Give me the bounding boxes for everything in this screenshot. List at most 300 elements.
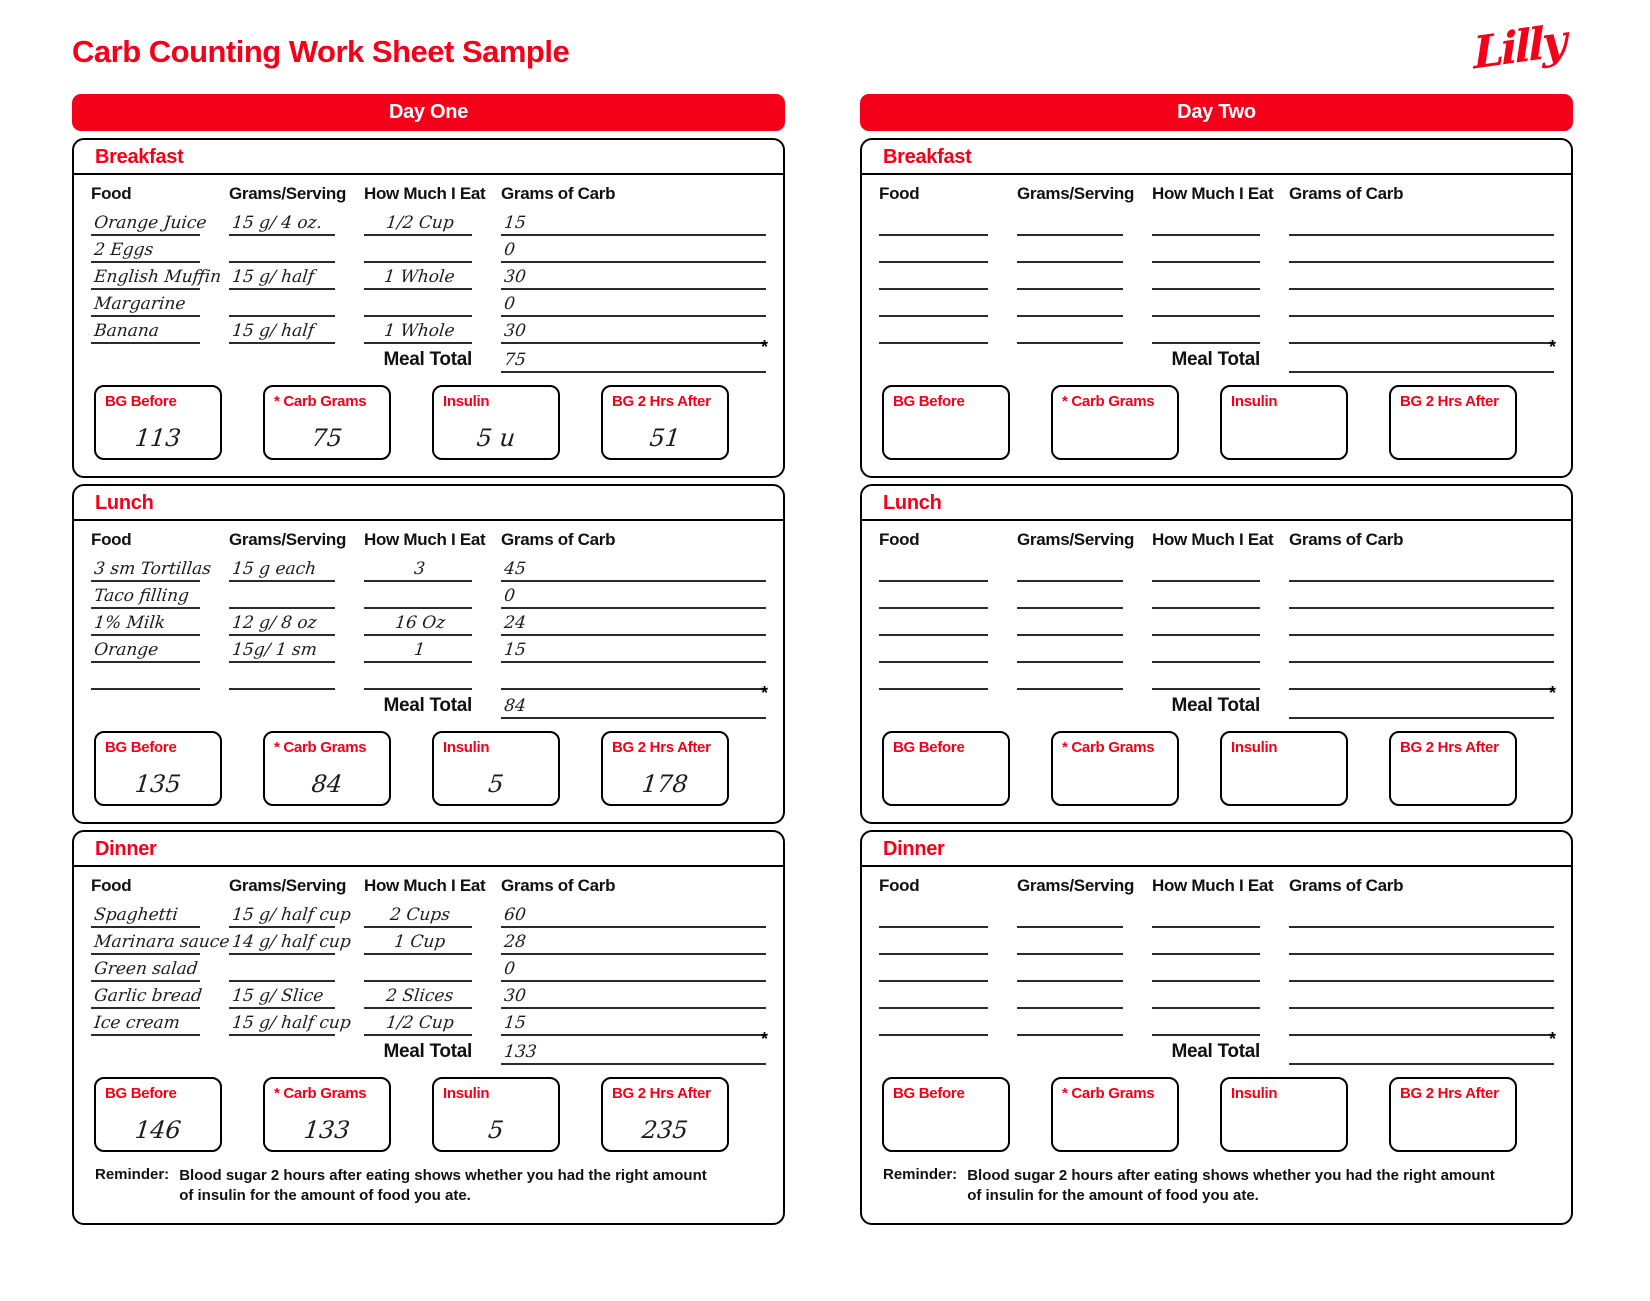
insulin-box	[432, 385, 560, 460]
meal-total-row	[862, 1029, 1571, 1065]
food-rows	[74, 555, 783, 690]
food-row	[74, 317, 783, 344]
insulin-label: Insulin	[443, 1085, 490, 1102]
column-headers	[74, 876, 783, 896]
food-row	[862, 609, 1571, 636]
meal-total-label: Meal Total	[1171, 695, 1260, 716]
food-cell	[879, 582, 988, 609]
meal-panel-breakfast	[72, 138, 785, 478]
grams-serving-cell	[1017, 317, 1123, 344]
how-much-cell	[1152, 955, 1260, 982]
insulin-box	[432, 1077, 560, 1152]
grams-serving-cell	[1017, 1009, 1123, 1036]
meal-total-row	[74, 683, 783, 719]
bg-before-value: 146	[133, 1116, 183, 1144]
food-rows	[74, 209, 783, 344]
food-row	[862, 555, 1571, 582]
food-cell	[879, 236, 988, 263]
food-cell	[879, 609, 988, 636]
footnote-asterisk: *	[1548, 683, 1556, 703]
meal-title-row	[862, 140, 1571, 175]
food-cell	[879, 555, 988, 582]
grams-of-carb-cell	[1289, 209, 1554, 236]
food-cell	[879, 901, 988, 928]
footnote-asterisk: *	[760, 337, 768, 357]
food-cell	[879, 263, 988, 290]
food-cell: 2 Eggs	[91, 236, 200, 263]
food-cell	[879, 1009, 988, 1036]
meal-panel-lunch	[860, 484, 1573, 824]
grams-of-carb-cell	[1289, 663, 1554, 690]
food-rows	[74, 901, 783, 1036]
grams-serving-cell	[1017, 901, 1123, 928]
food-row	[74, 209, 783, 236]
meal-panel-dinner	[860, 830, 1573, 1225]
grams-serving-cell	[1017, 982, 1123, 1009]
grams-serving-cell: 15 g/ Slice	[229, 982, 335, 1009]
grams-of-carb-cell	[1289, 955, 1554, 982]
column-headers	[74, 530, 783, 550]
reminder-label: Reminder:	[95, 1166, 170, 1183]
bg-boxes	[74, 731, 783, 806]
grams-serving-cell: 15 g/ half cup	[229, 901, 335, 928]
bg-2hrs-after-box	[601, 1077, 729, 1152]
footnote-asterisk: *	[1548, 337, 1556, 357]
meal-total-line	[1289, 337, 1556, 373]
bg-boxes	[74, 385, 783, 460]
how-much-cell	[1152, 1009, 1260, 1036]
grams-serving-cell	[229, 955, 335, 982]
food-cell	[91, 663, 200, 690]
carb-grams-label: * Carb Grams	[274, 739, 367, 756]
food-row	[862, 582, 1571, 609]
footnote-asterisk: *	[760, 1029, 768, 1049]
food-cell	[879, 290, 988, 317]
grams-serving-cell	[229, 582, 335, 609]
bg-before-label: BG Before	[105, 393, 177, 410]
grams-of-carb-cell: 60	[501, 901, 766, 928]
food-cell: Taco filling	[91, 582, 200, 609]
reminder-text: Blood sugar 2 hours after eating shows whether you had the right amount of insulin for the amount of food you ate.	[179, 1167, 707, 1205]
day-header-bar	[860, 94, 1573, 131]
carb-grams-box	[1051, 385, 1179, 460]
carb-grams-label: * Carb Grams	[1062, 1085, 1155, 1102]
footnote-asterisk: *	[760, 683, 768, 703]
column-header-grams-of-carb: Grams of Carb	[501, 184, 616, 203]
meal-title: Dinner	[883, 838, 945, 860]
how-much-cell: 1/2 Cup	[364, 1009, 472, 1036]
bg-before-value: 135	[133, 770, 183, 798]
bg-2hrs-after-box	[1389, 1077, 1517, 1152]
grams-serving-cell: 15 g each	[229, 555, 335, 582]
how-much-cell	[1152, 290, 1260, 317]
insulin-box	[1220, 1077, 1348, 1152]
how-much-cell	[1152, 982, 1260, 1009]
column-header-how-much-i-eat: How Much I Eat	[364, 184, 486, 203]
insulin-box	[1220, 385, 1348, 460]
bg-before-box	[882, 385, 1010, 460]
meal-list	[72, 138, 785, 1225]
food-row	[74, 663, 783, 690]
grams-serving-cell: 15 g/ 4 oz.	[229, 209, 335, 236]
how-much-cell	[1152, 609, 1260, 636]
food-row	[74, 582, 783, 609]
how-much-cell	[1152, 209, 1260, 236]
how-much-cell	[1152, 582, 1260, 609]
how-much-cell: 3	[364, 555, 472, 582]
grams-of-carb-cell	[1289, 901, 1554, 928]
meal-total-row	[74, 1029, 783, 1065]
grams-serving-cell	[1017, 555, 1123, 582]
bg-before-box	[94, 731, 222, 806]
food-cell: Green salad	[91, 955, 200, 982]
meal-total-label: Meal Total	[383, 695, 472, 716]
bg-before-box	[94, 1077, 222, 1152]
insulin-label: Insulin	[443, 393, 490, 410]
lilly-logo: Lilly	[1472, 15, 1566, 80]
how-much-cell: 1 Whole	[364, 317, 472, 344]
carb-grams-box	[1051, 731, 1179, 806]
bg-2hrs-after-box	[1389, 731, 1517, 806]
carb-grams-value: 133	[302, 1116, 352, 1144]
meal-title-row	[862, 832, 1571, 867]
column-header-how-much-i-eat: How Much I Eat	[1152, 184, 1274, 203]
page-header	[72, 15, 1573, 88]
column-header-grams-of-carb: Grams of Carb	[1289, 876, 1404, 895]
meal-total-row	[862, 683, 1571, 719]
grams-serving-cell: 12 g/ 8 oz	[229, 609, 335, 636]
grams-of-carb-cell	[1289, 555, 1554, 582]
how-much-cell	[364, 290, 472, 317]
meal-total-value: 84	[503, 696, 527, 716]
how-much-cell: 1/2 Cup	[364, 209, 472, 236]
grams-of-carb-cell: 30	[501, 317, 766, 344]
bg-boxes	[862, 385, 1571, 460]
column-header-grams-serving: Grams/Serving	[229, 184, 347, 203]
grams-serving-cell	[1017, 609, 1123, 636]
grams-serving-cell	[1017, 236, 1123, 263]
food-row	[74, 636, 783, 663]
insulin-label: Insulin	[1231, 739, 1278, 756]
bg-before-label: BG Before	[893, 1085, 965, 1102]
how-much-cell: 1 Whole	[364, 263, 472, 290]
bg-2hrs-after-label: BG 2 Hrs After	[612, 1085, 711, 1102]
meal-total-label: Meal Total	[383, 349, 472, 370]
carb-grams-label: * Carb Grams	[274, 393, 367, 410]
bg-2hrs-after-box	[601, 731, 729, 806]
column-header-food: Food	[879, 184, 920, 203]
day-title: Day One	[388, 101, 469, 123]
meal-panel-lunch	[72, 484, 785, 824]
column-header-grams-serving: Grams/Serving	[229, 530, 347, 549]
insulin-label: Insulin	[1231, 1085, 1278, 1102]
food-row	[862, 982, 1571, 1009]
meal-total-line	[501, 1029, 768, 1065]
food-cell: Spaghetti	[91, 901, 200, 928]
bg-2hrs-after-value: 178	[640, 770, 690, 798]
how-much-cell	[364, 236, 472, 263]
carb-grams-box	[263, 731, 391, 806]
meal-total-line	[1289, 683, 1556, 719]
bg-boxes	[862, 1077, 1571, 1152]
meal-body	[862, 184, 1571, 476]
meal-total-value: 75	[503, 350, 527, 370]
bg-before-value: 113	[133, 424, 183, 452]
food-row	[74, 955, 783, 982]
grams-serving-cell: 15 g/ half cup	[229, 1009, 335, 1036]
grams-of-carb-cell	[1289, 582, 1554, 609]
grams-of-carb-cell	[501, 663, 766, 690]
meal-title: Dinner	[95, 838, 157, 860]
grams-of-carb-cell	[1289, 290, 1554, 317]
food-row	[74, 555, 783, 582]
meal-total-line	[501, 337, 768, 373]
day-column-day-two	[860, 94, 1573, 1231]
meal-body	[74, 184, 783, 476]
grams-serving-cell	[1017, 263, 1123, 290]
food-row	[862, 1009, 1571, 1036]
meal-list	[860, 138, 1573, 1225]
bg-2hrs-after-box	[1389, 385, 1517, 460]
meal-body	[862, 530, 1571, 822]
food-row	[862, 663, 1571, 690]
meal-title: Breakfast	[883, 146, 972, 168]
how-much-cell: 2 Cups	[364, 901, 472, 928]
bg-before-label: BG Before	[105, 739, 177, 756]
food-rows	[862, 901, 1571, 1036]
column-header-how-much-i-eat: How Much I Eat	[364, 530, 486, 549]
how-much-cell: 1 Cup	[364, 928, 472, 955]
bg-boxes	[74, 1077, 783, 1152]
bg-2hrs-after-label: BG 2 Hrs After	[612, 393, 711, 410]
how-much-cell: 2 Slices	[364, 982, 472, 1009]
reminder-note	[74, 1152, 783, 1207]
bg-2hrs-after-value: 235	[640, 1116, 690, 1144]
meal-panel-dinner	[72, 830, 785, 1225]
bg-before-label: BG Before	[893, 393, 965, 410]
food-cell: Garlic bread	[91, 982, 200, 1009]
how-much-cell: 16 Oz	[364, 609, 472, 636]
column-header-how-much-i-eat: How Much I Eat	[364, 876, 486, 895]
bg-2hrs-after-value: 51	[648, 424, 682, 452]
bg-2hrs-after-label: BG 2 Hrs After	[1400, 1085, 1499, 1102]
grams-of-carb-cell: 45	[501, 555, 766, 582]
grams-serving-cell: 15 g/ half	[229, 317, 335, 344]
how-much-cell	[1152, 636, 1260, 663]
meal-total-line	[501, 683, 768, 719]
column-header-how-much-i-eat: How Much I Eat	[1152, 876, 1274, 895]
food-cell: Marinara sauce	[91, 928, 200, 955]
meal-body	[862, 876, 1571, 1223]
bg-before-box	[94, 385, 222, 460]
grams-serving-cell	[1017, 636, 1123, 663]
insulin-label: Insulin	[443, 739, 490, 756]
food-row	[862, 263, 1571, 290]
reminder-label: Reminder:	[883, 1166, 958, 1183]
column-header-grams-of-carb: Grams of Carb	[1289, 530, 1404, 549]
bg-before-label: BG Before	[893, 739, 965, 756]
food-row	[862, 928, 1571, 955]
insulin-value: 5	[486, 1116, 506, 1144]
grams-of-carb-cell	[1289, 236, 1554, 263]
how-much-cell	[1152, 555, 1260, 582]
food-cell	[879, 955, 988, 982]
food-cell: 3 sm Tortillas	[91, 555, 200, 582]
grams-serving-cell: 15g/ 1 sm	[229, 636, 335, 663]
insulin-box	[432, 731, 560, 806]
carb-grams-box	[1051, 1077, 1179, 1152]
grams-of-carb-cell: 30	[501, 982, 766, 1009]
carb-grams-label: * Carb Grams	[1062, 393, 1155, 410]
food-cell: 1% Milk	[91, 609, 200, 636]
grams-of-carb-cell	[1289, 982, 1554, 1009]
grams-of-carb-cell: 0	[501, 955, 766, 982]
food-cell	[879, 317, 988, 344]
how-much-cell	[364, 582, 472, 609]
grams-of-carb-cell: 15	[501, 1009, 766, 1036]
how-much-cell	[1152, 928, 1260, 955]
grams-of-carb-cell	[1289, 1009, 1554, 1036]
carb-grams-box	[263, 1077, 391, 1152]
column-headers	[862, 184, 1571, 204]
food-row	[862, 290, 1571, 317]
meal-title: Lunch	[95, 492, 154, 514]
grams-serving-cell	[229, 236, 335, 263]
column-header-grams-of-carb: Grams of Carb	[1289, 184, 1404, 203]
meal-total-label: Meal Total	[1171, 1041, 1260, 1062]
column-header-food: Food	[91, 184, 132, 203]
meal-title: Lunch	[883, 492, 942, 514]
food-cell	[879, 982, 988, 1009]
grams-of-carb-cell	[1289, 928, 1554, 955]
meal-total-label: Meal Total	[1171, 349, 1260, 370]
column-header-grams-of-carb: Grams of Carb	[501, 876, 616, 895]
bg-before-box	[882, 1077, 1010, 1152]
meal-title: Breakfast	[95, 146, 184, 168]
food-row	[862, 317, 1571, 344]
worksheet-page	[0, 15, 1650, 1301]
page-title: Carb Counting Work Sheet Sample	[72, 34, 570, 69]
food-cell: Orange Juice	[91, 209, 200, 236]
meal-total-value: 133	[503, 1042, 538, 1062]
grams-of-carb-cell: 24	[501, 609, 766, 636]
carb-grams-label: * Carb Grams	[274, 1085, 367, 1102]
grams-serving-cell	[1017, 290, 1123, 317]
column-header-food: Food	[91, 530, 132, 549]
food-row	[862, 955, 1571, 982]
food-cell	[879, 663, 988, 690]
grams-of-carb-cell	[1289, 263, 1554, 290]
grams-of-carb-cell: 28	[501, 928, 766, 955]
food-cell	[879, 636, 988, 663]
column-header-food: Food	[879, 876, 920, 895]
meal-title-row	[862, 486, 1571, 521]
bg-boxes	[862, 731, 1571, 806]
how-much-cell	[1152, 663, 1260, 690]
column-header-grams-serving: Grams/Serving	[1017, 876, 1135, 895]
meal-body	[74, 530, 783, 822]
how-much-cell	[1152, 236, 1260, 263]
grams-of-carb-cell	[1289, 609, 1554, 636]
insulin-value: 5	[486, 770, 506, 798]
column-header-grams-serving: Grams/Serving	[1017, 530, 1135, 549]
how-much-cell	[364, 955, 472, 982]
column-headers	[74, 184, 783, 204]
grams-serving-cell	[1017, 209, 1123, 236]
meal-total-label: Meal Total	[383, 1041, 472, 1062]
food-row	[862, 236, 1571, 263]
food-cell: Ice cream	[91, 1009, 200, 1036]
food-row	[74, 928, 783, 955]
food-row	[862, 901, 1571, 928]
grams-of-carb-cell	[1289, 636, 1554, 663]
carb-grams-box	[263, 385, 391, 460]
grams-of-carb-cell: 15	[501, 636, 766, 663]
reminder-text: Blood sugar 2 hours after eating shows whether you had the right amount of insulin for the amount of food you ate.	[967, 1167, 1495, 1205]
bg-before-label: BG Before	[105, 1085, 177, 1102]
grams-serving-cell	[1017, 582, 1123, 609]
reminder-note	[862, 1152, 1571, 1207]
grams-serving-cell	[229, 290, 335, 317]
how-much-cell	[364, 663, 472, 690]
grams-serving-cell	[229, 663, 335, 690]
column-headers	[862, 876, 1571, 896]
bg-2hrs-after-label: BG 2 Hrs After	[1400, 739, 1499, 756]
food-row	[74, 901, 783, 928]
column-header-food: Food	[879, 530, 920, 549]
food-cell: Banana	[91, 317, 200, 344]
how-much-cell	[1152, 901, 1260, 928]
meal-total-row	[862, 337, 1571, 373]
bg-2hrs-after-box	[601, 385, 729, 460]
carb-grams-value: 84	[310, 770, 344, 798]
column-header-how-much-i-eat: How Much I Eat	[1152, 530, 1274, 549]
grams-of-carb-cell: 15	[501, 209, 766, 236]
carb-grams-label: * Carb Grams	[1062, 739, 1155, 756]
meal-total-line	[1289, 1029, 1556, 1065]
day-header-bar	[72, 94, 785, 131]
bg-2hrs-after-label: BG 2 Hrs After	[612, 739, 711, 756]
grams-of-carb-cell: 0	[501, 290, 766, 317]
day-columns	[72, 94, 1650, 1231]
food-rows	[862, 555, 1571, 690]
column-header-grams-serving: Grams/Serving	[229, 876, 347, 895]
column-header-food: Food	[91, 876, 132, 895]
grams-of-carb-cell: 30	[501, 263, 766, 290]
insulin-label: Insulin	[1231, 393, 1278, 410]
grams-of-carb-cell	[1289, 317, 1554, 344]
bg-2hrs-after-label: BG 2 Hrs After	[1400, 393, 1499, 410]
grams-serving-cell: 15 g/ half	[229, 263, 335, 290]
carb-grams-value: 75	[310, 424, 344, 452]
meal-panel-breakfast	[860, 138, 1573, 478]
meal-total-row	[74, 337, 783, 373]
footnote-asterisk: *	[1548, 1029, 1556, 1049]
food-rows	[862, 209, 1571, 344]
insulin-value: 5 u	[475, 424, 517, 452]
food-cell	[879, 928, 988, 955]
meal-total-value	[1289, 369, 1292, 371]
meal-title-row	[74, 486, 783, 521]
column-headers	[862, 530, 1571, 550]
day-title: Day Two	[1177, 101, 1256, 123]
food-cell: English Muffin	[91, 263, 200, 290]
how-much-cell	[1152, 263, 1260, 290]
food-row	[74, 609, 783, 636]
day-column-day-one	[72, 94, 785, 1231]
grams-of-carb-cell: 0	[501, 582, 766, 609]
grams-serving-cell	[1017, 955, 1123, 982]
